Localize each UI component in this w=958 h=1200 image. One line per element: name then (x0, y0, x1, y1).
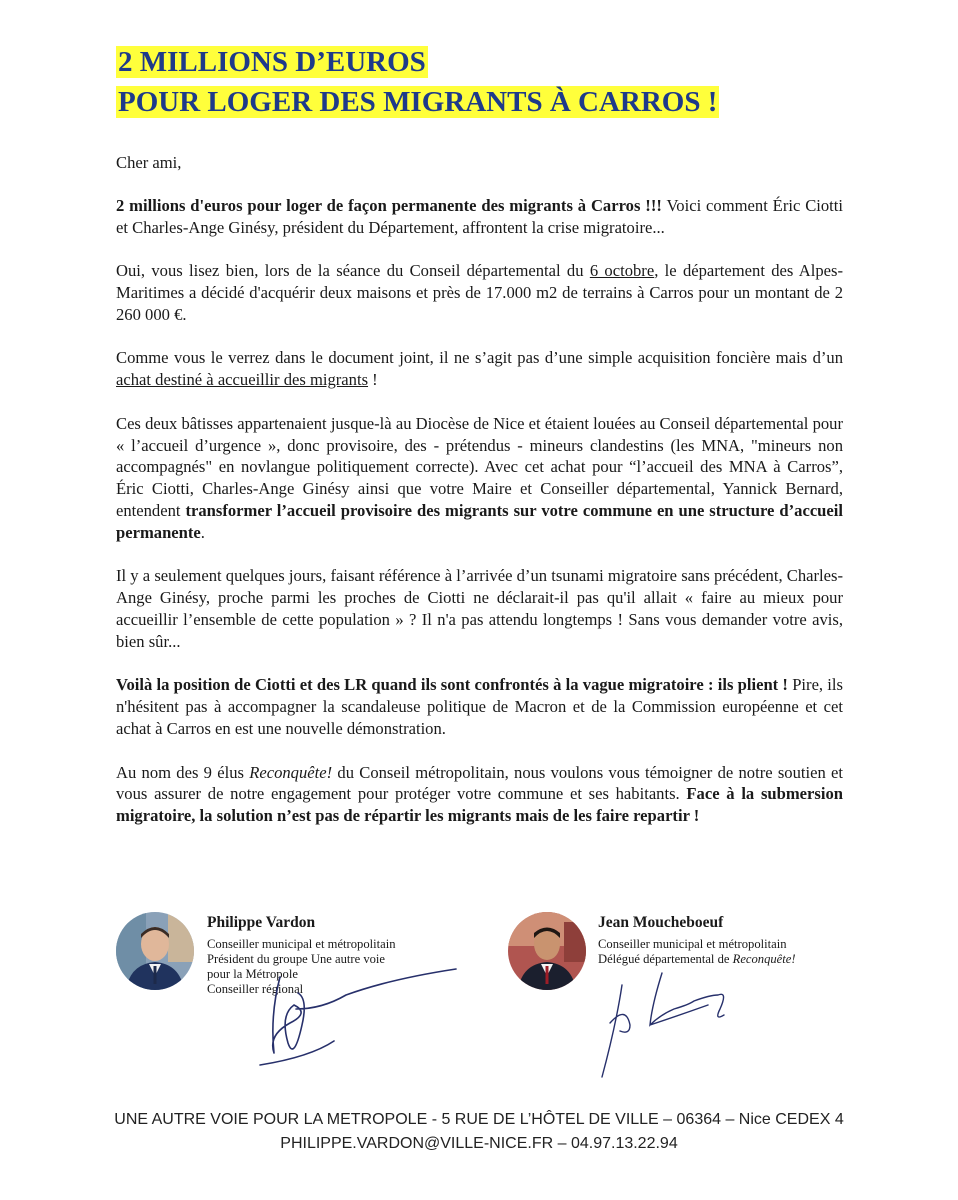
page-title (116, 42, 836, 122)
paragraph-6 (116, 674, 843, 739)
paragraph-2-underlined: 6 octobre (589, 261, 655, 281)
paragraph-4-end: . (200, 522, 205, 542)
paragraph-4-bold: transformer l’accueil provisoire des migrants sur votre commune en une structure d’accueil permanente (116, 500, 843, 542)
greeting: Cher ami, (116, 153, 182, 172)
paragraph-7-bold: Face à la submersion migratoire, la solution n’est pas de répartir les migrants mais de les faire repartir ! (116, 784, 844, 826)
title-line-2: POUR LOGER DES MIGRANTS À CARROS ! (118, 86, 718, 118)
paragraph-3-text-a: Comme vous le verrez dans le document joint, il ne s’agit pas d’une simple acquisition foncière mais d’un (116, 348, 843, 368)
footer-contact: PHILIPPE.VARDON@VILLE-NICE.FR – 04.97.13.22.94 (280, 1135, 678, 1152)
paragraph-7-text-b: du Conseil métropolitain, nous voulons vous témoigner de notre soutien et vous assurer de notre engagement pour protéger votre commune et ses habitants. (116, 762, 844, 804)
footer-address: UNE AUTRE VOIE POUR LA METROPOLE - 5 RUE DE L’HÔTEL DE VILLE – 06364 – Nice CEDEX 4 (114, 1111, 844, 1128)
signatory-role: pour la Métropole (207, 967, 298, 981)
signatory-role: Conseiller régional (207, 982, 304, 996)
paragraph-6-text: Pire, ils n'hésitent pas à accompagner la scandaleuse politique de Macron et de la Commission européenne et cet achat à Carros en est une nouvelle démonstration. (116, 675, 843, 738)
paragraph-4 (116, 413, 843, 544)
paragraph-1-bold: 2 millions d'euros pour loger de façon permanente des migrants à Carros !!! (116, 195, 662, 215)
signatory-role: Président du groupe Une autre voie (207, 952, 386, 966)
paragraph-7-text-a: Au nom des 9 élus (116, 762, 250, 782)
letter-body (116, 152, 843, 849)
signatory-name: Philippe Vardon (207, 914, 316, 931)
paragraph-1-text: Voici comment Éric Ciotti et Charles-Ange Ginésy, président du Département, affrontent la crise migratoire... (116, 195, 844, 237)
paragraph-2-text-a: Oui, vous lisez bien, lors de la séance du Conseil départemental du (116, 261, 590, 281)
paragraph-4-text: Ces deux bâtisses appartenaient jusque-là au Diocèse de Nice et étaient louées au Conseil départemental pour « l’accueil d’urgence », donc provisoire, des - prétendus - mineurs clandestins (les MNA, "mineurs non accompagnés" en novlangue politiquement correcte). Avec cet achat pour “l’accueil des MNA à Carros”, Éric Ciotti, Charles-Ange Ginésy ainsi que votre Maire et Conseiller départemental, Yannick Bernard, entendent (116, 413, 843, 520)
paragraph-2-text-b: , le département des Alpes-Maritimes a décidé d'acquérir deux maisons et près de 17.000 m2 de terrains à Carros pour un montant de 2 260 000 €. (116, 261, 844, 324)
signatory-jean-moucheboeuf (598, 913, 796, 967)
paragraph-3-text-b: ! (368, 370, 378, 390)
avatar-jean-moucheboeuf (508, 912, 586, 990)
paragraph-3 (116, 347, 843, 391)
handwritten-signature-moucheboeuf (590, 965, 740, 1085)
signatory-role: Conseiller municipal et métropolitain (598, 937, 787, 951)
signatory-role-italic: Reconquête! (732, 952, 796, 966)
paragraph-2 (116, 260, 843, 325)
paragraph-7 (116, 762, 843, 827)
paragraph-6-bold: Voilà la position de Ciotti et des LR quand ils sont confrontés à la vague migratoire : ils plient ! (116, 675, 788, 695)
paragraph-3-underlined: achat destiné à accueillir des migrants (116, 370, 369, 390)
signatory-role: Conseiller municipal et métropolitain (207, 937, 396, 951)
paragraph-7-italic: Reconquête! (249, 762, 333, 782)
signatory-role-text: Délégué départemental de (598, 952, 733, 966)
avatar-philippe-vardon (116, 912, 194, 990)
handwritten-signature-vardon (250, 965, 460, 1070)
paragraph-1 (116, 195, 843, 239)
paragraph-5: Il y a seulement quelques jours, faisant référence à l’arrivée d’un tsunami migratoire sans précédent, Charles-Ange Ginésy, proche parmi les proches de Ciotti ne déclarait-il pas qu'il allait « faire au mieux pour accueillir l’ensemble de cette population » ? Il n'a pas attendu longtemps ! Sans vous demander votre avis, bien sûr... (116, 566, 843, 651)
title-line-1: 2 MILLIONS D’EUROS (118, 46, 426, 78)
signatory-name: Jean Moucheboeuf (598, 914, 724, 931)
